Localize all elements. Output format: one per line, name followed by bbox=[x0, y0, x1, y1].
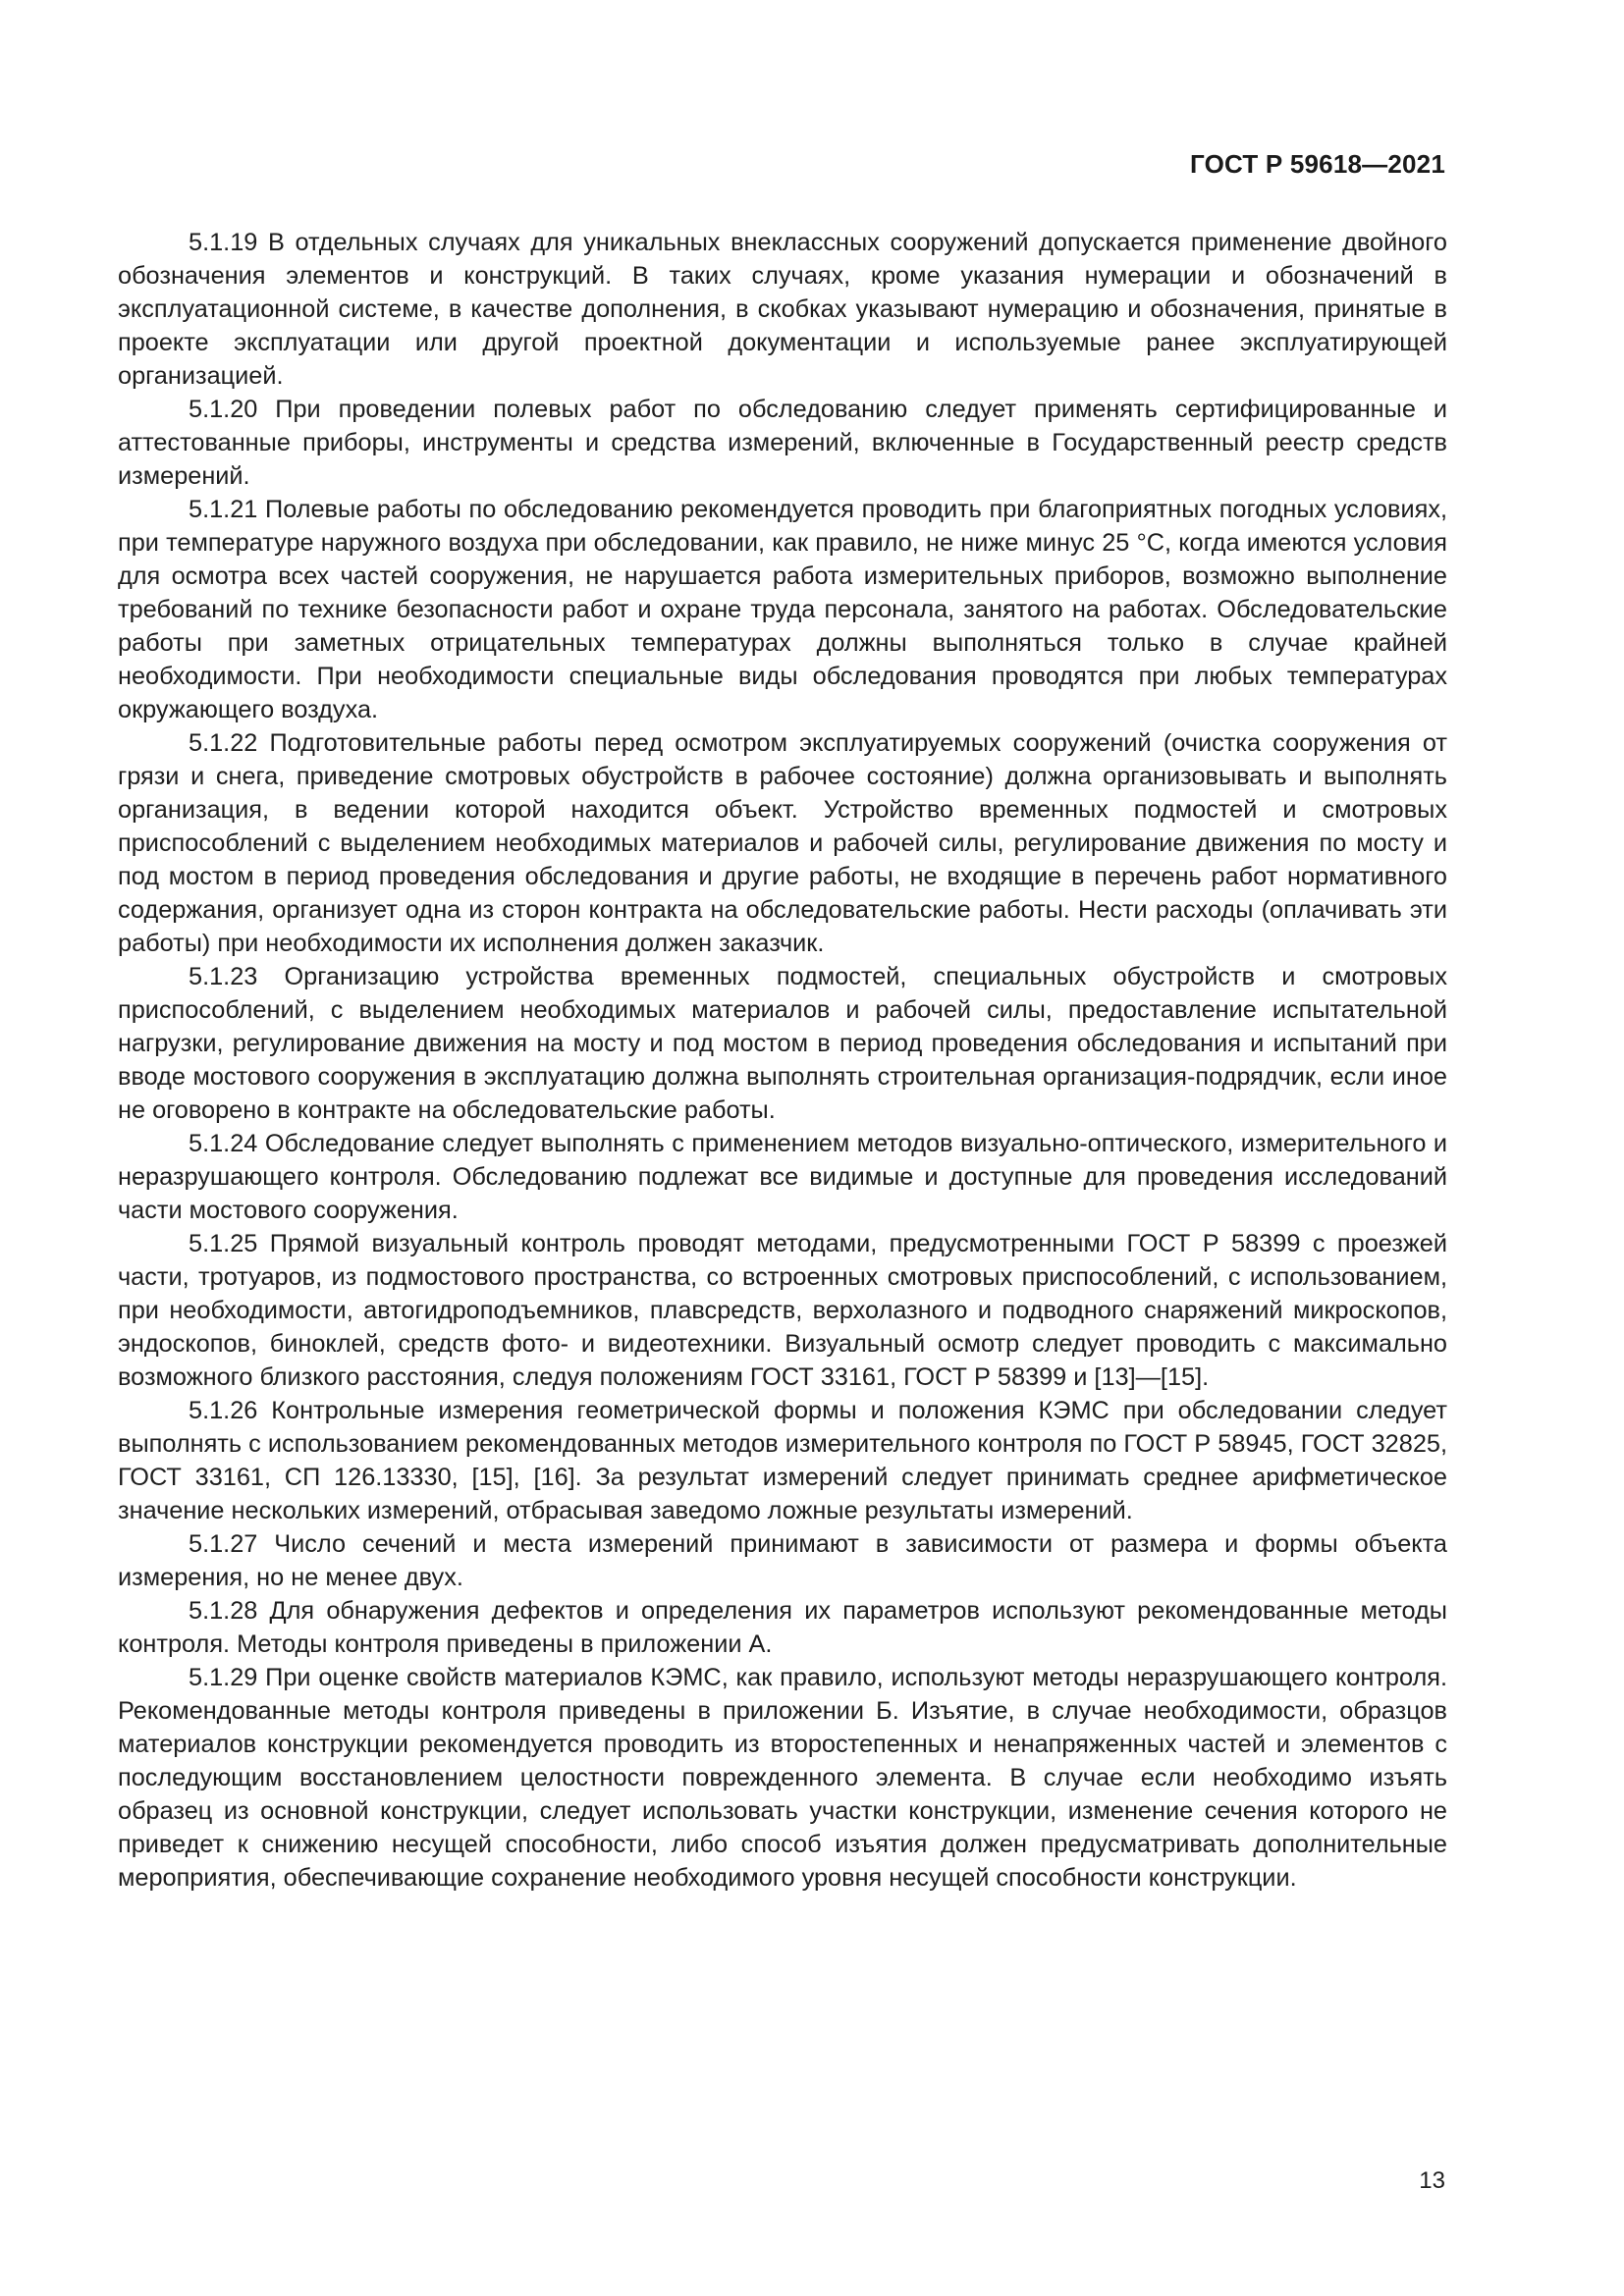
clause-5-1-28: 5.1.28 Для обнаружения дефектов и определения их параметров используют рекомендованные методы контроля. Методы контроля приведены в приложении А. bbox=[118, 1597, 1447, 1658]
clause-5-1-23: 5.1.23 Организацию устройства временных подмостей, специальных обустройств и смотровых приспособлений, с выделением необходимых материалов и рабочей силы, предоставление испытательной нагрузки, регулирование движения на мосту и под мостом в период проведения обследования и испытаний при вводе мостового сооружения в эксплуатацию должна выполнять строительная организация-подрядчик, если иное не оговорено в контракте на обследовательские работы. bbox=[118, 963, 1447, 1124]
clause-5-1-20: 5.1.20 При проведении полевых работ по обследованию следует применять сертифицированные и аттестованные приборы, инструменты и средства измерений, включенные в Государственный реестр средств измерений. bbox=[118, 396, 1447, 490]
clause-5-1-26: 5.1.26 Контрольные измерения геометрической формы и положения КЭМС при обследовании следует выполнять с использованием рекомендованных методов измерительного контроля по ГОСТ Р 58945, ГОСТ 32825, ГОСТ 33161, СП 126.13330, [15], [16]. За результат измерений следует принимать среднее арифметическое значение нескольких измерений, отбрасывая заведомо ложные результаты измерений. bbox=[118, 1397, 1447, 1524]
clause-5-1-21: 5.1.21 Полевые работы по обследованию рекомендуется проводить при благоприятных погодных условиях, при температуре наружного воздуха при обследовании, как правило, не ниже минус 25 °С, когда имеются условия для осмотра всех частей сооружения, не нарушается работа измерительных приборов, возможно выполнение требований по технике безопасности работ и охране труда персонала, занятого на работах. Обследовательские работы при заметных отрицательных температурах должны выполняться только в случае крайней необходимости. При необходимости специальные виды обследования проводятся при любых температурах окружающего воздуха. bbox=[118, 496, 1447, 723]
clause-5-1-27: 5.1.27 Число сечений и места измерений принимают в зависимости от размера и формы объекта измерения, но не менее двух. bbox=[118, 1530, 1447, 1591]
clause-5-1-25: 5.1.25 Прямой визуальный контроль проводят методами, предусмотренными ГОСТ Р 58399 с проезжей части, тротуаров, из подмостового пространства, со встроенных смотровых приспособлений, с использованием, при необходимости, автогидроподъемников, плавсредств, верхолазного и подводного снаряжений микроскопов, эндоскопов, биноклей, средств фото- и видеотехники. Визуальный осмотр следует проводить с максимально возможного близкого расстояния, следуя положениям ГОСТ 33161, ГОСТ Р 58399 и [13]—[15]. bbox=[118, 1230, 1447, 1391]
document-body bbox=[118, 226, 1447, 1895]
clause-5-1-29: 5.1.29 При оценке свойств материалов КЭМС, как правило, используют методы неразрушающего контроля. Рекомендованные методы контроля приведены в приложении Б. Изъятие, в случае необходимости, образцов материалов конструкции рекомендуется проводить из второстепенных и ненапряженных частей и элементов с последующим восстановлением целостности поврежденного элемента. В случае если необходимо изъять образец из основной конструкции, следует использовать участки конструкции, изменение сечения которого не приведет к снижению несущей способности, либо способ изъятия должен предусматривать дополнительные мероприятия, обеспечивающие сохранение необходимого уровня несущей способности конструкции. bbox=[118, 1664, 1447, 1892]
page-number: 13 bbox=[1419, 2167, 1445, 2194]
clause-5-1-24: 5.1.24 Обследование следует выполнять с применением методов визуально-оптического, измерительного и неразрушающего контроля. Обследованию подлежат все видимые и доступные для проведения исследований части мостового сооружения. bbox=[118, 1130, 1447, 1224]
document-code-header: ГОСТ Р 59618—2021 bbox=[1190, 149, 1445, 179]
clause-5-1-22: 5.1.22 Подготовительные работы перед осмотром эксплуатируемых сооружений (очистка сооружения от грязи и снега, приведение смотровых обустройств в рабочее состояние) должна организовывать и выполнять организация, в ведении которой находится объект. Устройство временных подмостей и смотровых приспособлений с выделением необходимых материалов и рабочей силы, регулирование движения по мосту и под мостом в период проведения обследования и другие работы, не входящие в перечень работ нормативного содержания, организует одна из сторон контракта на обследовательские работы. Нести расходы (оплачивать эти работы) при необходимости их исполнения должен заказчик. bbox=[118, 729, 1447, 957]
clause-5-1-19: 5.1.19 В отдельных случаях для уникальных внеклассных сооружений допускается применение двойного обозначения элементов и конструкций. В таких случаях, кроме указания нумерации и обозначений в эксплуатационной системе, в качестве дополнения, в скобках указывают нумерацию и обозначения, принятые в проекте эксплуатации или другой проектной документации и используемые ранее эксплуатирующей организацией. bbox=[118, 229, 1447, 390]
